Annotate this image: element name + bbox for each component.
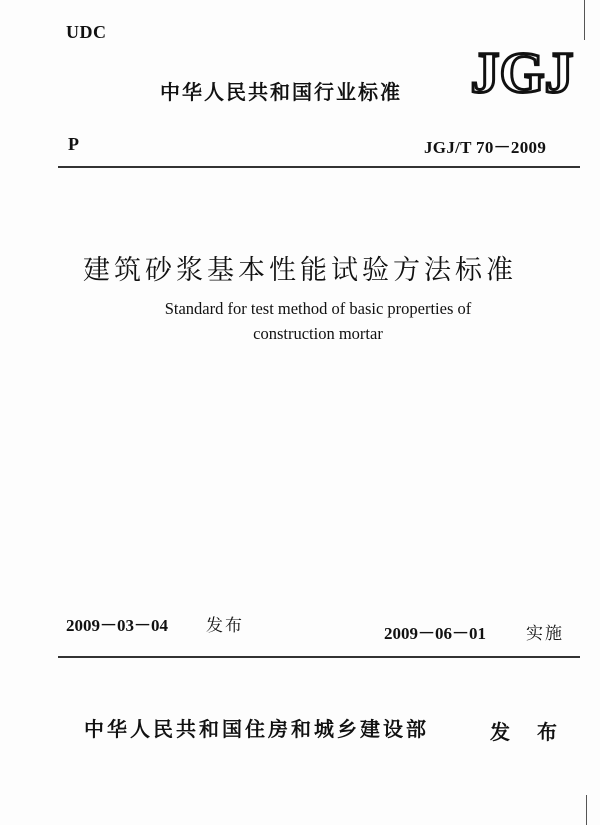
- jgj-logo-text: JGJ: [470, 40, 574, 102]
- title-english-line1: Standard for test method of basic properties of: [164, 299, 472, 318]
- udc-label: UDC: [66, 22, 107, 42]
- title-chinese: 建筑砂浆基本性能试验方法标准: [83, 255, 517, 286]
- publish-label: 发 布: [490, 720, 567, 744]
- issue-label: 发布: [206, 616, 244, 636]
- implementation-date: 2009－06－01: [384, 624, 486, 643]
- footer-divider: [58, 656, 580, 658]
- publisher-name: 中华人民共和国住房和城乡建设部: [84, 717, 429, 741]
- scan-edge-mark-top: [584, 0, 585, 40]
- scan-edge-mark-bottom: [586, 795, 587, 825]
- implementation-label: 实施: [526, 624, 564, 644]
- classification-code: P: [68, 134, 79, 154]
- industry-standard-heading: 中华人民共和国行业标准: [160, 80, 402, 104]
- jgj-logo: [466, 40, 578, 102]
- issue-date: 2009－03－04: [66, 616, 168, 635]
- header-divider: [58, 166, 580, 168]
- title-english-line2: construction mortar: [253, 324, 383, 343]
- standard-number: JGJ/T 70－2009: [424, 138, 547, 157]
